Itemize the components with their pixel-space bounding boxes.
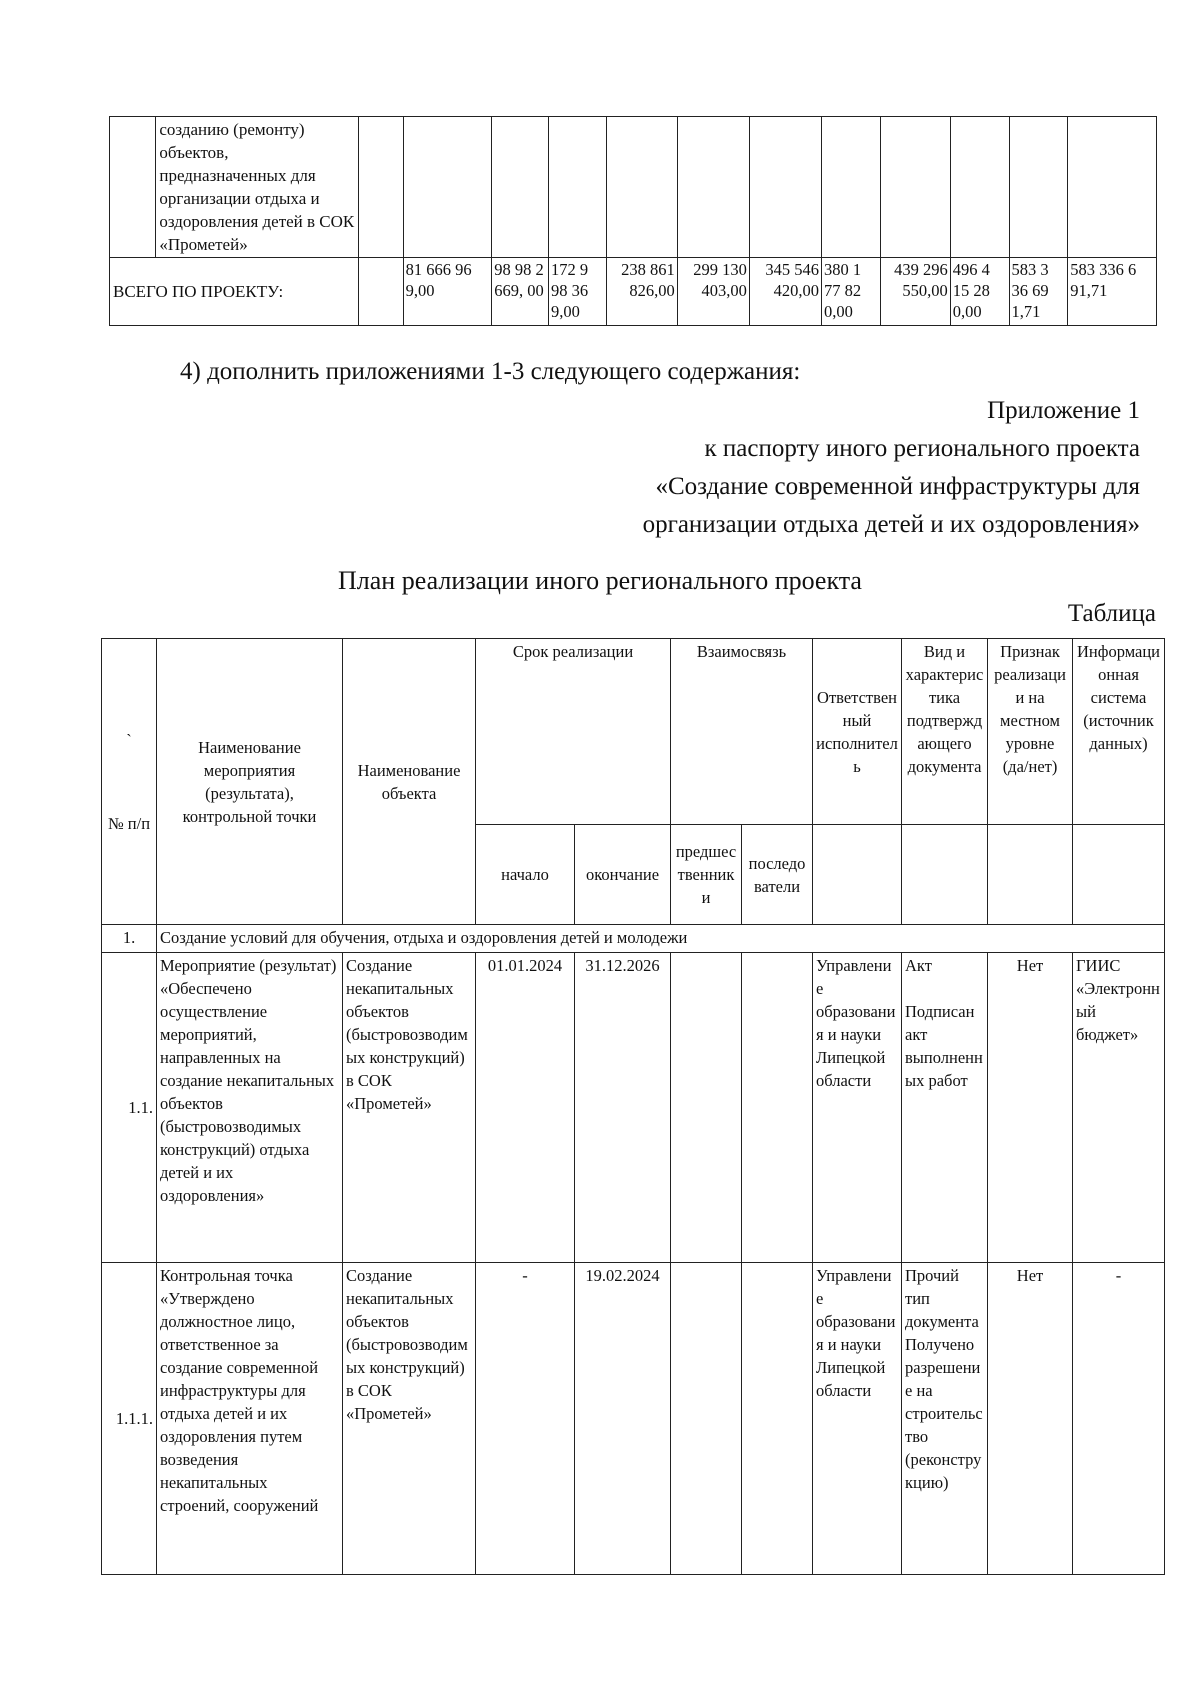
- row-doc: [902, 953, 988, 1263]
- plan-table: [101, 638, 1165, 1575]
- header-num: ` № п/п: [102, 639, 157, 925]
- plan-title: План реализации иного регионального проекта: [338, 566, 862, 595]
- total-row: [110, 258, 1157, 326]
- header-end: окончание: [575, 825, 671, 925]
- row-end: 19.02.2024: [575, 1263, 671, 1575]
- row-info-system: ГИИС «Электронный бюджет»: [1073, 953, 1165, 1263]
- annex-line: Приложение 1: [987, 397, 1140, 424]
- header-local-level: Признак реализации на местном уровне (да/нет): [988, 639, 1073, 825]
- row-info-system: -: [1073, 1263, 1165, 1575]
- value-cell: 299 130 403,00: [677, 258, 749, 326]
- row-local-level: Нет: [988, 1263, 1073, 1575]
- row-start: -: [476, 1263, 575, 1575]
- row-object: Создание некапитальных объектов (быстровозводимых конструкций) в СОК «Прометей»: [343, 1263, 476, 1575]
- header-start: начало: [476, 825, 575, 925]
- row-successors: [742, 1263, 813, 1575]
- annex-line: «Создание современной инфраструктуры для: [655, 473, 1140, 500]
- header-info-system: Информационная система (источник данных): [1073, 639, 1165, 825]
- row-object: Создание некапитальных объектов (быстровозводимых конструкций) в СОК «Прометей»: [343, 953, 476, 1263]
- header-predecessors: предшественники: [671, 825, 742, 925]
- annex-line: организации отдыха детей и их оздоровления»: [642, 511, 1140, 538]
- row-local-level: Нет: [988, 953, 1073, 1263]
- budget-table: [109, 116, 1157, 326]
- row-num: 1.1.: [102, 953, 157, 1263]
- activity-name-cell: созданию (ремонту) объектов, предназначенных для организации отдыха и оздоровления детей в СОК «Прометей»: [156, 117, 359, 258]
- value-cell: 583 336 6 91,71: [1068, 258, 1157, 326]
- value-cell: 583 3 36 69 1,71: [1009, 258, 1068, 326]
- header-row: [102, 639, 1165, 825]
- row-responsible: Управление образования и науки Липецкой области: [813, 1263, 902, 1575]
- row-name: Мероприятие (результат) «Обеспечено осуществление мероприятий, направленных на создание некапитальных объектов (быстровозводимых конструкций) отдыха детей и их оздоровления»: [157, 953, 343, 1263]
- row-doc-type: Акт: [905, 956, 932, 975]
- annex-heading: [643, 392, 1140, 544]
- table-row: [110, 117, 1157, 258]
- value-cell: 172 9 98 36 9,00: [548, 258, 606, 326]
- table-row: [102, 1263, 1165, 1575]
- header-doc-type: Вид и характеристика подтверждающего документа: [902, 639, 988, 825]
- row-predecessors: [671, 1263, 742, 1575]
- header-successors: последователи: [742, 825, 813, 925]
- total-label: ВСЕГО ПО ПРОЕКТУ:: [110, 258, 359, 326]
- value-cell: 345 546 420,00: [749, 258, 821, 326]
- header-name: Наименование мероприятия (результата), контрольной точки: [157, 639, 343, 925]
- row-doc-desc: Подписан акт выполненных работ: [905, 1002, 983, 1090]
- row-start: 01.01.2024: [476, 953, 575, 1263]
- value-cell: 238 861 826,00: [606, 258, 677, 326]
- section-title: Создание условий для обучения, отдыха и оздоровления детей и молодежи: [157, 925, 1165, 953]
- row-doc-desc: Получено разрешение на строительство (реконструкцию): [905, 1335, 983, 1492]
- annex-line: к паспорту иного регионального проекта: [704, 435, 1140, 462]
- header-relation: Взаимосвязь: [671, 639, 813, 825]
- table-label: Таблица: [1067, 600, 1156, 627]
- value-cell: 98 98 2 669, 00: [492, 258, 549, 326]
- section-num: 1.: [102, 925, 157, 953]
- value-cell: 496 4 15 28 0,00: [950, 258, 1009, 326]
- row-doc: [902, 1263, 988, 1575]
- row-name: Контрольная точка «Утверждено должностное лицо, ответственное за создание современной инфраструктуры для отдыха детей и их оздоровления путем возведения некапитальных строений, сооружений: [157, 1263, 343, 1575]
- value-cell: 380 1 77 82 0,00: [821, 258, 880, 326]
- row-predecessors: [671, 953, 742, 1263]
- value-cell: 439 296 550,00: [880, 258, 950, 326]
- header-responsible: Ответственный исполнитель: [813, 639, 902, 825]
- row-doc-type: Прочий тип документа: [905, 1266, 979, 1331]
- header-period: Срок реализации: [476, 639, 671, 825]
- row-successors: [742, 953, 813, 1263]
- row-num: 1.1.1.: [102, 1263, 157, 1575]
- table-row: [102, 953, 1165, 1263]
- header-object: Наименование объекта: [343, 639, 476, 925]
- row-end: 31.12.2026: [575, 953, 671, 1263]
- intro-paragraph: 4) дополнить приложениями 1-3 следующего содержания:: [180, 358, 801, 385]
- row-responsible: Управление образования и науки Липецкой области: [813, 953, 902, 1263]
- value-cell: 81 666 96 9,00: [403, 258, 492, 326]
- section-row: [102, 925, 1165, 953]
